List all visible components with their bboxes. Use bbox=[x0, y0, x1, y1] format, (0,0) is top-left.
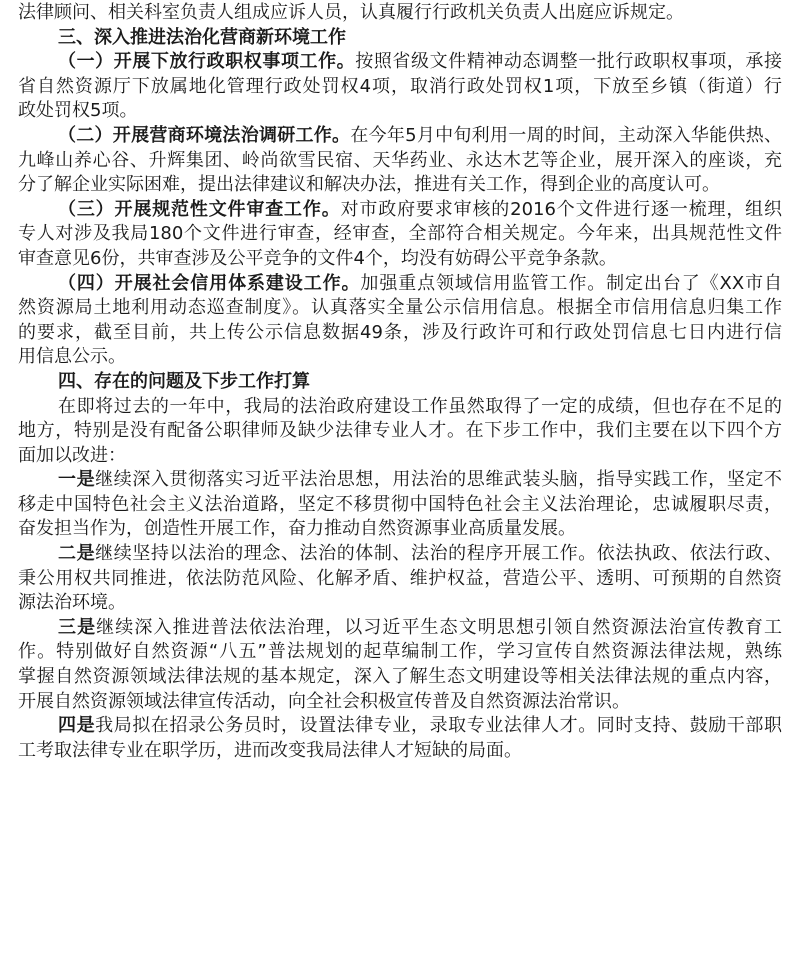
text-line bbox=[18, 50, 782, 75]
bold-lead: （一）开展下放行政职权事项工作。 bbox=[58, 51, 356, 73]
bold-lead: （三）开展规范性文件审查工作。 bbox=[58, 198, 341, 220]
line-text: 的要求，截至目前，共上传公示信息数据49条，涉及行政许可和行政处罚信息七日内进行信 bbox=[18, 321, 782, 343]
text-line bbox=[18, 272, 782, 297]
document-body bbox=[18, 1, 782, 763]
text-line bbox=[18, 198, 782, 223]
text-line bbox=[18, 665, 782, 690]
line-text: 对市政府要求审核的2016个文件进行逐一梳理，组织 bbox=[340, 198, 782, 220]
line-text: 继续深入贯彻落实习近平法治思想，用法治的思维武装头脑，指导实践工作，坚定不 bbox=[95, 469, 783, 491]
text-line bbox=[18, 345, 782, 370]
paragraph bbox=[18, 616, 782, 714]
paragraph bbox=[18, 1, 782, 26]
line-text: 然资源局土地利用动态巡查制度》。认真落实全量公示信用信息。根据全市信用信息归集工作 bbox=[18, 297, 782, 319]
paragraph bbox=[18, 395, 782, 469]
text-line bbox=[18, 124, 782, 149]
text-line bbox=[18, 444, 782, 469]
text-line bbox=[18, 567, 782, 592]
text-line bbox=[18, 149, 782, 174]
text-line bbox=[18, 296, 782, 321]
line-text: 在即将过去的一年中，我局的法治政府建设工作虽然取得了一定的成绩，但也存在不足的 bbox=[58, 395, 782, 417]
text-line bbox=[18, 517, 782, 542]
line-text: 专人对涉及我局180个文件进行审查，经审查，全部符合相关规定。今年来，出具规范性文件 bbox=[18, 223, 782, 245]
text-line bbox=[18, 542, 782, 567]
line-text: 政处罚权5项。 bbox=[18, 100, 138, 122]
bold-lead: 三是 bbox=[58, 616, 97, 638]
line-text: 开展自然资源领域法律宣传活动，向全社会积极宣传普及自然资源法治常识。 bbox=[18, 690, 630, 712]
line-text: 秉公用权共同推进，依法防范风险、化解矛盾、维护权益，营造公平、透明、可预期的自然资 bbox=[18, 567, 782, 589]
paragraph bbox=[18, 198, 782, 272]
line-text: 奋发担当作为，创造性开展工作，奋力推动自然资源事业高质量发展。 bbox=[18, 518, 576, 540]
line-text: 继续坚持以法治的理念、法治的体制、法治的程序开展工作。依法执政、依法行政、 bbox=[95, 543, 783, 565]
bold-lead: 四是 bbox=[58, 715, 96, 737]
text-line bbox=[18, 591, 782, 616]
line-text: 法律顾问、相关科室负责人组成应诉人员，认真履行行政机关负责人出庭应诉规定。 bbox=[18, 2, 684, 23]
text-line bbox=[18, 714, 782, 739]
line-text: 四、存在的问题及下步工作打算 bbox=[58, 370, 310, 392]
paragraph bbox=[18, 50, 782, 124]
text-line bbox=[18, 173, 782, 198]
bold-lead: 一是 bbox=[58, 469, 96, 491]
line-text: 九峰山养心谷、升辉集团、岭尚欲雪民宿、天华药业、永达木艺等企业，展开深入的座谈，充 bbox=[18, 149, 782, 171]
section-heading bbox=[18, 26, 782, 51]
text-line bbox=[18, 75, 782, 100]
paragraph bbox=[18, 714, 782, 763]
text-line bbox=[18, 395, 782, 420]
text-line bbox=[18, 247, 782, 272]
text-line bbox=[18, 690, 782, 715]
text-line bbox=[18, 640, 782, 665]
text-line bbox=[18, 493, 782, 518]
line-text: 作。特别做好自然资源“八五”普法规划的起草编制工作，学习宣传自然资源法律法规，熟练 bbox=[18, 641, 782, 663]
line-text: 按照省级文件精神动态调整一批行政职权事项，承接 bbox=[355, 51, 783, 73]
line-text: 掌握自然资源领域法律法规的基本规定，深入了解生态文明建设等相关法律法规的重点内容， bbox=[18, 666, 782, 688]
text-line bbox=[18, 222, 782, 247]
paragraph bbox=[18, 124, 782, 198]
paragraph bbox=[18, 468, 782, 542]
line-text: 加强重点领域信用监管工作。制定出台了《XX市自 bbox=[360, 272, 782, 294]
line-text: 面加以改进： bbox=[18, 444, 126, 466]
text-line bbox=[18, 370, 782, 395]
text-line bbox=[18, 321, 782, 346]
line-text: 分了解企业实际困难，提出法律建议和解决办法，推进有关工作，得到企业的高度认可。 bbox=[18, 174, 720, 196]
line-text: 继续深入推进普法依法治理，以习近平生态文明思想引领自然资源法治宣传教育工 bbox=[96, 616, 783, 638]
text-line bbox=[18, 99, 782, 124]
text-line bbox=[18, 26, 782, 51]
section-heading bbox=[18, 370, 782, 395]
line-text: 源法治环境。 bbox=[18, 592, 126, 614]
text-line bbox=[18, 739, 782, 764]
line-text: 我局拟在招录公务员时，设置法律专业，录取专业法律人才。同时支持、鼓励干部职 bbox=[95, 715, 783, 737]
paragraph bbox=[18, 542, 782, 616]
bold-lead: （二）开展营商环境法治调研工作。 bbox=[58, 124, 351, 146]
line-text: 审查意见6份，共审查涉及公平竞争的文件4个，均没有妨碍公平竞争条款。 bbox=[18, 247, 617, 269]
line-text: 省自然资源厅下放属地化管理行政处罚权4项，取消行政处罚权1项，下放至乡镇（街道）行 bbox=[18, 75, 782, 97]
line-text: 用信息公示。 bbox=[18, 346, 126, 368]
line-text: 三、深入推进法治化营商新环境工作 bbox=[58, 26, 346, 48]
line-text: 地方，特别是没有配备公职律师及缺少法律专业人才。在下步工作中，我们主要在以下四个方 bbox=[18, 420, 782, 442]
bold-lead: 二是 bbox=[58, 543, 96, 565]
text-line bbox=[18, 1, 782, 26]
paragraph bbox=[18, 272, 782, 370]
text-line bbox=[18, 419, 782, 444]
line-text: 移走中国特色社会主义法治道路，坚定不移贯彻中国特色社会主义法治理论，忠诚履职尽责， bbox=[18, 493, 782, 515]
line-text: 工考取法律专业在职学历，进而改变我局法律人才短缺的局面。 bbox=[18, 739, 522, 761]
line-text: 在今年5月中旬利用一周的时间，主动深入华能供热、 bbox=[350, 124, 782, 146]
bold-lead: （四）开展社会信用体系建设工作。 bbox=[58, 272, 361, 294]
text-line bbox=[18, 468, 782, 493]
text-line bbox=[18, 616, 782, 641]
